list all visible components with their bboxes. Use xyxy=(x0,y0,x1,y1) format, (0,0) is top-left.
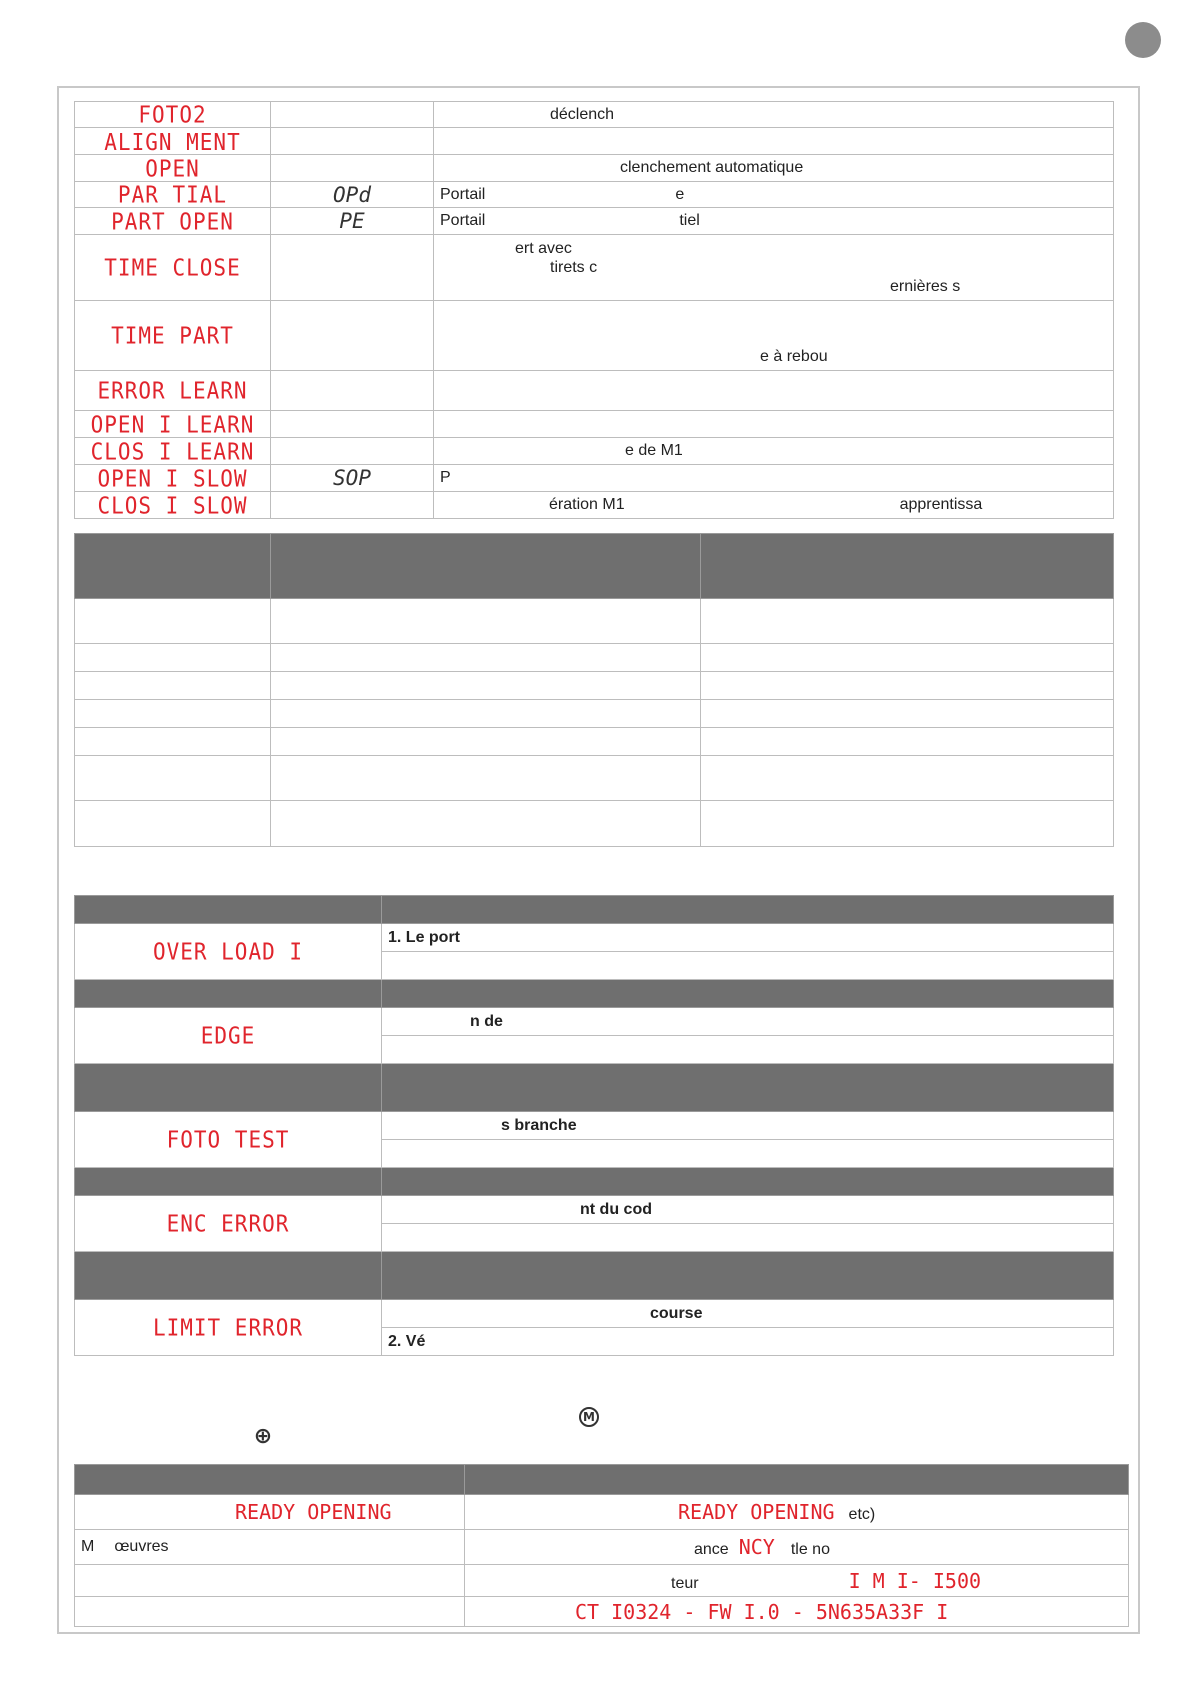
info-cell: READY OPENING xyxy=(75,1495,465,1530)
param-desc: clenchement automatique xyxy=(434,155,1114,182)
error-desc: 1. Le port xyxy=(382,924,1114,952)
param-name: PART OPEN xyxy=(75,206,271,236)
param-code: PE xyxy=(271,208,434,235)
param-name: ALIGN MENT xyxy=(75,126,271,156)
param-code: OPd xyxy=(271,182,434,208)
param-name: CLOS I LEARN xyxy=(75,436,271,466)
error-name: OVER LOAD I xyxy=(75,921,382,983)
error-header-row xyxy=(75,1064,1114,1112)
table-row: 2. Vé xyxy=(75,1328,1114,1356)
info-cell: ance NCY tle no xyxy=(465,1530,1129,1565)
table-row xyxy=(75,208,1114,235)
table-row xyxy=(75,492,1114,519)
error-name: LIMIT ERROR xyxy=(75,1297,382,1359)
table-row xyxy=(75,465,1114,492)
table-row xyxy=(75,235,1114,301)
param-desc: e à rebou xyxy=(434,301,1114,371)
error-desc: s branche xyxy=(382,1112,1114,1140)
param-name: TIME PART xyxy=(75,297,271,374)
errors-table xyxy=(74,895,1114,1356)
param-desc: déclench xyxy=(434,102,1114,128)
param-name: OPEN xyxy=(75,153,271,183)
table-header-row xyxy=(75,1465,1129,1495)
error-header-row xyxy=(75,896,1114,924)
error-desc: nt du cod xyxy=(382,1196,1114,1224)
table-row xyxy=(75,700,1114,728)
param-name: PAR TIAL xyxy=(75,180,271,209)
info-cell: READY OPENING etc) xyxy=(465,1495,1129,1530)
error-header-row xyxy=(75,1252,1114,1300)
info-table xyxy=(74,1464,1129,1627)
table-row xyxy=(75,728,1114,756)
table-row xyxy=(75,672,1114,700)
error-header-row xyxy=(75,980,1114,1008)
table-row xyxy=(75,1565,1129,1597)
param-code: SOP xyxy=(271,465,434,492)
param-desc: Portail e xyxy=(434,182,1114,208)
table-row xyxy=(75,801,1114,847)
table-row xyxy=(75,1530,1129,1565)
table-row xyxy=(75,371,1114,411)
table-row xyxy=(75,1300,1114,1328)
info-cell: teur I M I- I500 xyxy=(465,1565,1129,1597)
error-name: ENC ERROR xyxy=(75,1193,382,1255)
param-code xyxy=(271,102,434,128)
param-name: FOTO2 xyxy=(75,100,271,129)
info-cell: M œuvres xyxy=(75,1530,465,1565)
error-desc: course xyxy=(382,1300,1114,1328)
error-header-row xyxy=(75,1168,1114,1196)
table-row xyxy=(75,644,1114,672)
table-row xyxy=(75,756,1114,801)
table-row xyxy=(75,1196,1114,1224)
plus-button-icon: ⊕ xyxy=(253,1424,273,1449)
error-name: EDGE xyxy=(75,1005,382,1067)
table-row xyxy=(75,182,1114,208)
param-name: TIME CLOSE xyxy=(75,231,271,304)
table-row xyxy=(75,301,1114,371)
blank-table xyxy=(74,533,1114,847)
table-row xyxy=(75,1112,1114,1140)
param-desc: ert avec tirets c ernières s xyxy=(434,235,1114,301)
param-name: CLOS I SLOW xyxy=(75,490,271,520)
param-name: OPEN I SLOW xyxy=(75,463,271,493)
error-name: FOTO TEST xyxy=(75,1109,382,1171)
info-cell: CT I0324 - FW I.0 - 5N635A33F I xyxy=(465,1597,1129,1627)
table-row xyxy=(75,102,1114,128)
parameters-table xyxy=(74,101,1114,519)
param-desc: P xyxy=(434,465,1114,492)
param-desc: ération M1 apprentissa xyxy=(434,492,1114,519)
table-row xyxy=(75,1008,1114,1036)
table-row xyxy=(75,411,1114,438)
error-desc: n de xyxy=(382,1008,1114,1036)
param-desc: e de M1 xyxy=(434,438,1114,465)
page-number-dot xyxy=(1125,22,1161,58)
table-row xyxy=(75,924,1114,952)
table-row xyxy=(75,155,1114,182)
param-name: OPEN I LEARN xyxy=(75,409,271,439)
table-row xyxy=(75,1597,1129,1627)
table-row xyxy=(75,438,1114,465)
table-row xyxy=(75,599,1114,644)
param-name: ERROR LEARN xyxy=(75,369,271,413)
param-desc: Portail tiel xyxy=(434,208,1114,235)
table-row xyxy=(75,1495,1129,1530)
m-button-icon: M xyxy=(579,1407,599,1427)
table-header-row xyxy=(75,534,1114,599)
table-row xyxy=(75,128,1114,155)
